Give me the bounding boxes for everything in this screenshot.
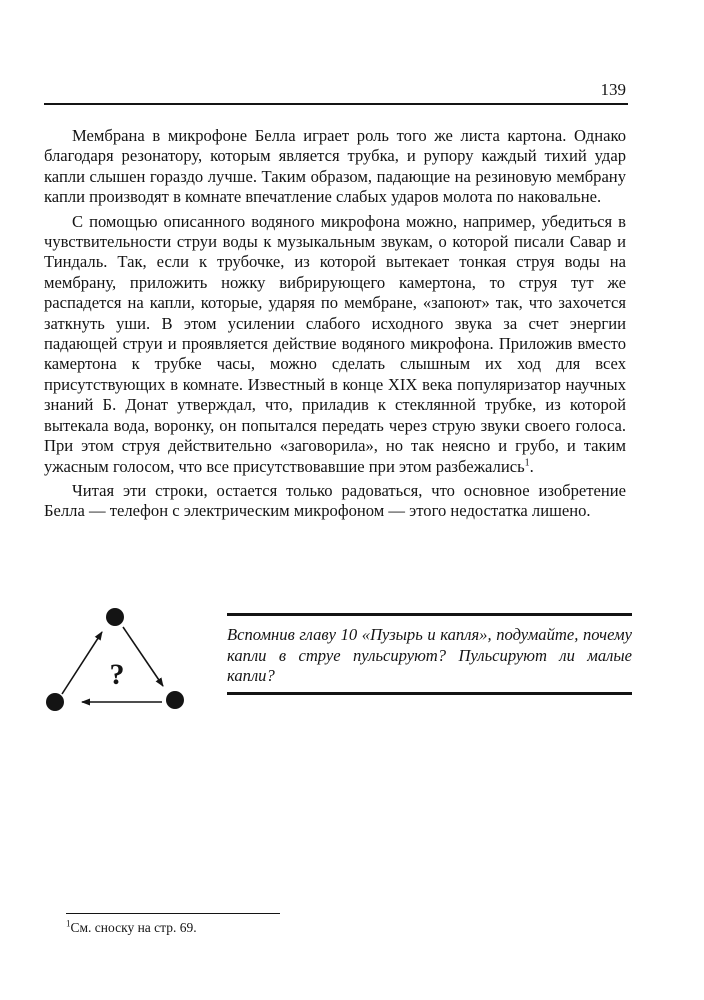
paragraph-3: Читая эти строки, остается только радоваться, что основное изобретение Белла — телефон с электрическим микрофоном — этого недостатка лишено. <box>44 480 626 521</box>
footnote-text: См. сноску на стр. 69. <box>70 920 197 935</box>
body-text <box>44 126 626 526</box>
drop-right <box>166 691 184 709</box>
paragraph-2-text: С помощью описанного водяного микрофона можно, например, убедиться в чувствительности струи воды к музыкальным звукам, о которой писали Савар и Тиндаль. Так, если к трубочке, из которой вытекает тонкая струя воды на мембрану, приложить ножку вибрирующего камертона, то струя тут же распадется на капли, которые, ударяя по мембране, «запоют» так, что захочется заткнуть уши. В этом усилении слабого исходного звука за счет энергии падающей струи и проявляется действие водяного микрофона. Приложив вместо камертона к трубке часы, можно сделать слышным их ход для всех присутствующих в комнате. Известный в конце XIX века популяризатор научных знаний Б. Донат утверждал, что, приладив к стеклянной трубке, из которой вытекала вода, воронку, он попытался передать через струю звуки своего голоса. При этом струя действительно «заговорила», но так неясно и грубо, и таким ужасным голосом, что все присутствовавшие при этом разбежались <box>44 211 626 476</box>
header-rule <box>44 103 628 105</box>
footnote-marker: 1 <box>66 918 71 929</box>
question-mark: ? <box>109 658 125 691</box>
paragraph-1: Мембрана в микрофоне Белла играет роль того же листа картона. Однако благодаря резонатору, которым является трубка, и рупору каждый тихий удар капли слышен гораздо лучше. Таким образом, падающие на резиновую мембрану капли производят в комнате впечатление слабых ударов молота по наковальне. <box>44 126 626 207</box>
paragraph-2: С помощью описанного водяного микрофона можно, например, убедиться в чувствительности струи воды к музыкальным звукам, о которой писали Савар и Тиндаль. Так, если к трубочке, из которой вытекает тонкая струя воды на мембрану, приложить ножку вибрирующего камертона, то струя тут же распадется на капли, которые, ударяя по мембране, «запоют» так, что захочется заткнуть уши. В этом усилении слабого исходного звука за счет энергии падающей струи и проявляется действие водяного микрофона. Приложив вместо камертона к трубке часы, можно сделать слышным их ход для всех присутствующих в комнате. Известный в конце XIX века популяризатор научных знаний Б. Донат утверждал, что, приладив к стеклянной трубке, из которой вытекала вода, воронку, он попытался передать через струю звуки своего голоса. При этом струя действительно «заговорила», но так неясно и грубо, и таким ужасным голосом, что все присутствовавшие при этом разбежались$^1$. <box>44 211 626 476</box>
task-text: Вспомнив главу 10 «Пузырь и капля», подумайте, почему капли в струе пульсируют? Пульсируют ли малые капли? <box>227 625 632 686</box>
drop-top <box>106 608 124 626</box>
task-box <box>227 613 632 696</box>
page-number: 139 <box>600 80 626 99</box>
task-rule-bottom <box>227 692 632 695</box>
footnote <box>66 920 197 936</box>
question-diagram <box>36 598 196 718</box>
footnote-rule <box>66 913 280 914</box>
task-rule-top <box>227 613 632 616</box>
drop-left <box>46 693 64 711</box>
triangle-question-icon <box>36 598 196 718</box>
footnote-reference: 1 <box>524 456 530 468</box>
